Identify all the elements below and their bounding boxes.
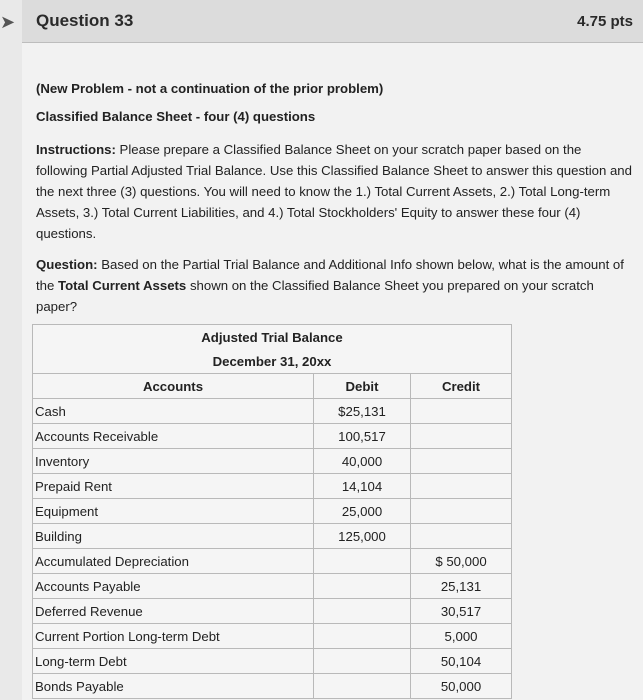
debit-value: 100,517	[314, 424, 411, 449]
question-title: Question 33	[36, 11, 134, 30]
table-date-row	[33, 349, 512, 374]
credit-value	[411, 424, 512, 449]
table-row	[33, 424, 512, 449]
account-name: Accounts Payable	[33, 574, 314, 599]
table-row	[33, 524, 512, 549]
table-row	[33, 624, 512, 649]
credit-value	[411, 499, 512, 524]
debit-value: 14,104	[314, 474, 411, 499]
instructions-paragraph	[36, 139, 632, 244]
credit-value: 25,131	[411, 574, 512, 599]
account-name: Inventory	[33, 449, 314, 474]
instructions-label: Instructions:	[36, 142, 116, 157]
debit-value	[314, 599, 411, 624]
header-debit: Debit	[314, 374, 411, 399]
account-name: Deferred Revenue	[33, 599, 314, 624]
credit-value	[411, 524, 512, 549]
table-header-row	[33, 374, 512, 399]
account-name: Prepaid Rent	[33, 474, 314, 499]
credit-value	[411, 449, 512, 474]
instructions-text: Please prepare a Classified Balance Sheet on your scratch paper based on the following Partial Adjusted Trial Balance. Use this Classified Balance Sheet to answer this question and the next three (3) questions. You will need to know the 1.) Total Current Assets, 2.) Total Long-term Assets, 3.) Total Current Liabilities, and 4.) Total Stockholders' Equity to answer these four (4) questions.	[36, 142, 632, 241]
credit-value: 50,000	[411, 674, 512, 699]
table-row	[33, 549, 512, 574]
debit-value: 40,000	[314, 449, 411, 474]
account-name: Accounts Receivable	[33, 424, 314, 449]
table-title-row	[33, 325, 512, 350]
account-name: Equipment	[33, 499, 314, 524]
table-row	[33, 399, 512, 424]
question-points: 4.75 pts	[577, 13, 633, 30]
question-bold-term: Total Current Assets	[58, 278, 187, 293]
credit-value: 50,104	[411, 649, 512, 674]
table-row	[33, 674, 512, 699]
account-name: Cash	[33, 399, 314, 424]
credit-value: $ 50,000	[411, 549, 512, 574]
debit-value	[314, 549, 411, 574]
debit-value	[314, 624, 411, 649]
question-text-2: shown on the Classified Balance Sheet you prepared on your scratch paper?	[36, 278, 594, 314]
credit-value: 5,000	[411, 624, 512, 649]
question-header	[22, 0, 643, 43]
table-row	[33, 649, 512, 674]
header-accounts: Accounts	[33, 374, 314, 399]
debit-value	[314, 574, 411, 599]
trial-balance-table	[32, 324, 512, 699]
debit-value: $25,131	[314, 399, 411, 424]
table-row	[33, 599, 512, 624]
table-title: Adjusted Trial Balance	[33, 325, 512, 350]
table-row	[33, 449, 512, 474]
question-paragraph	[36, 254, 632, 317]
header-credit: Credit	[411, 374, 512, 399]
account-name: Current Portion Long-term Debt	[33, 624, 314, 649]
question-text-1: Based on the Partial Trial Balance and Additional Info shown below, what is the amount of the	[36, 257, 624, 293]
credit-value	[411, 399, 512, 424]
table-row	[33, 474, 512, 499]
account-name: Building	[33, 524, 314, 549]
debit-value: 25,000	[314, 499, 411, 524]
table-row	[33, 499, 512, 524]
table-date: December 31, 20xx	[33, 349, 512, 374]
debit-value: 125,000	[314, 524, 411, 549]
new-problem-note: (New Problem - not a continuation of the prior problem)	[36, 81, 384, 96]
account-name: Long-term Debt	[33, 649, 314, 674]
problem-subtitle: Classified Balance Sheet - four (4) questions	[36, 109, 316, 124]
question-label: Question:	[36, 257, 98, 272]
table-row	[33, 574, 512, 599]
credit-value: 30,517	[411, 599, 512, 624]
credit-value	[411, 474, 512, 499]
collapse-arrow-icon[interactable]: ➤	[0, 12, 16, 32]
debit-value	[314, 674, 411, 699]
account-name: Bonds Payable	[33, 674, 314, 699]
account-name: Accumulated Depreciation	[33, 549, 314, 574]
question-body	[22, 43, 643, 700]
debit-value	[314, 649, 411, 674]
